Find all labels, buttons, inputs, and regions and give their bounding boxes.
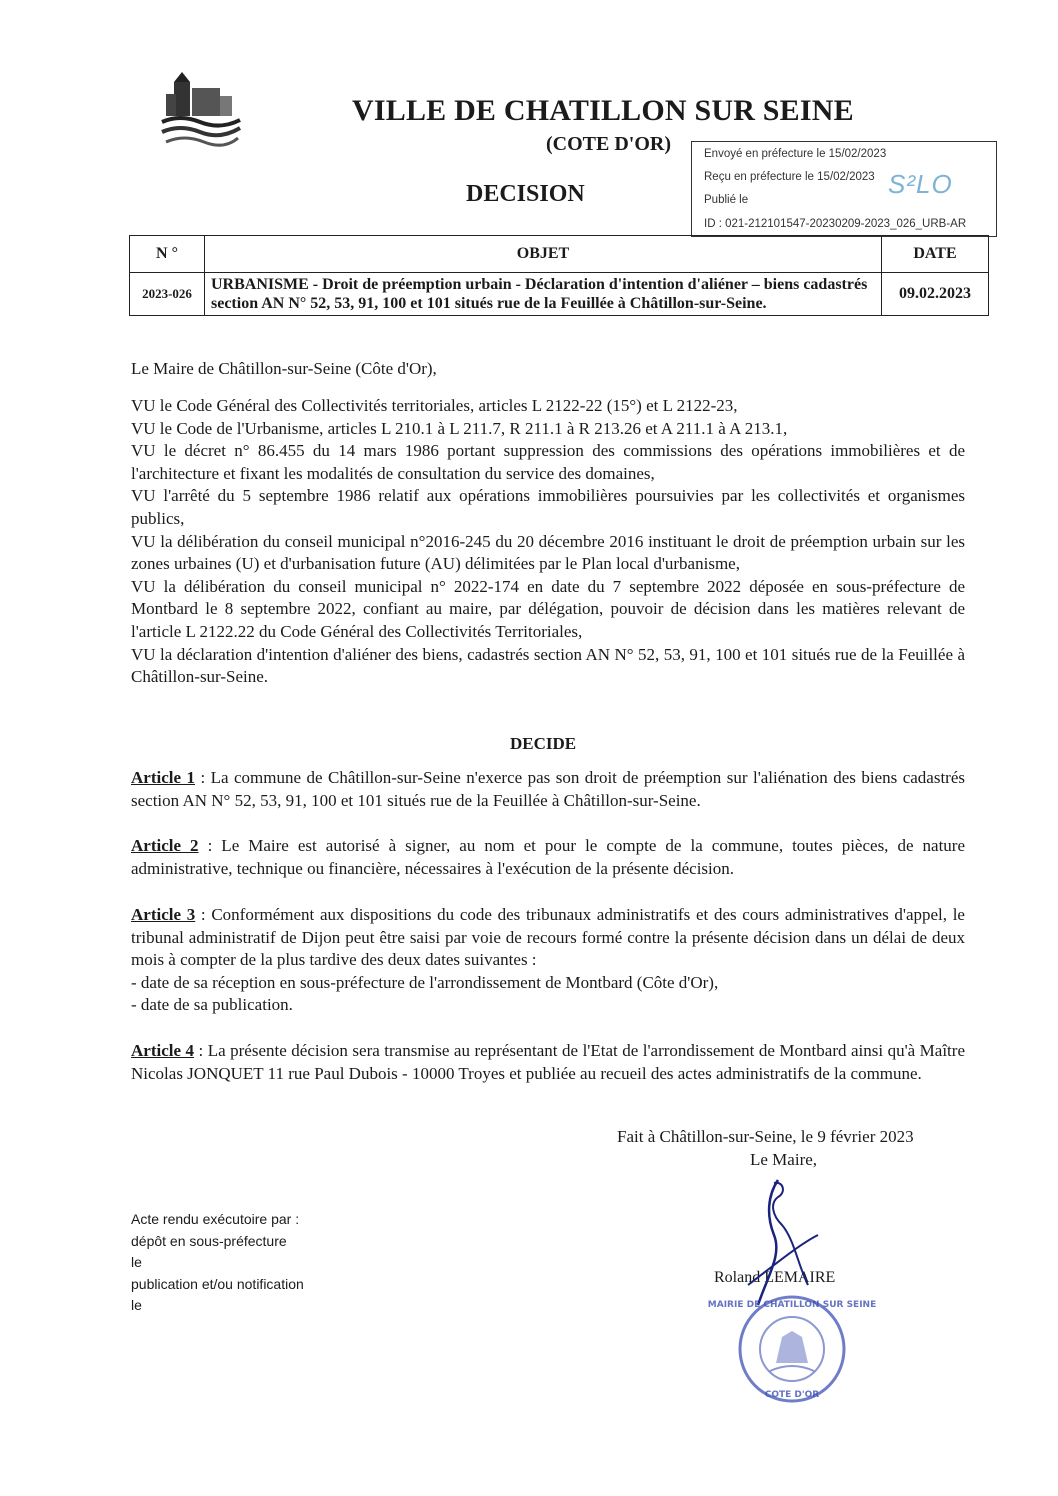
signature-role: Le Maire, bbox=[750, 1150, 818, 1169]
stamp-published: Publié le bbox=[704, 194, 749, 206]
decision-number: 2023-026 bbox=[130, 273, 205, 316]
header-num: N ° bbox=[130, 236, 205, 273]
article-text: : La commune de Châtillon-sur-Seine n'exerce pas son droit de préemption sur l'aliénation des biens cadastrés section AN N° 52, 53, 91, 100 et 101 situés rue de la Feuillée à Châtillon-sur-Seine. bbox=[131, 768, 965, 810]
stamp-received: Reçu en préfecture le 15/02/2023 bbox=[704, 171, 875, 183]
article-label: Article 3 bbox=[131, 905, 196, 924]
visa-item: VU la délibération du conseil municipal n°2016-245 du 20 décembre 2016 instituant le droit de préemption urbain sur les zones urbaines (U) et d'urbanisation future (AU) délimitées par le Plan local d'urbanisme, bbox=[131, 531, 965, 574]
article-label: Article 4 bbox=[131, 1041, 195, 1060]
decide-heading: DECIDE bbox=[510, 734, 577, 753]
seal-text: MAIRIE DE CHATILLON SUR SEINE bbox=[707, 1300, 877, 1310]
decision-table bbox=[129, 235, 989, 316]
article-label: Article 2 bbox=[131, 836, 199, 855]
executoire-line: Acte rendu exécutoire par : bbox=[131, 1211, 300, 1227]
visa-item: VU le Code de l'Urbanisme, articles L 210.1 à L 211.7, R 211.1 à R 213.26 et A 211.1 à A 213.1, bbox=[131, 418, 788, 438]
table-header-row bbox=[130, 236, 989, 273]
executoire-line: dépôt en sous-préfecture bbox=[131, 1232, 287, 1249]
intro-text: Le Maire de Châtillon-sur-Seine (Côte d'Or), bbox=[131, 359, 437, 378]
s2lo-logo: S²LO bbox=[888, 169, 953, 199]
header-objet: OBJET bbox=[205, 236, 882, 273]
visa-item: VU le Code Général des Collectivités territoriales, articles L 2122-22 (15°) et L 2122-23, bbox=[131, 396, 738, 415]
visa-item: VU la délibération du conseil municipal n° 2022-174 en date du 7 septembre 2022 déposée en sous-préfecture de Montbard le 8 septembre 2022, confiant au maire, par délégation, pouvoir de décision dans les matières relevant de l'article L 2122.22 du Code Général des Collectivités Territoriales, bbox=[131, 576, 965, 641]
article-text: : Conformément aux dispositions du code des tribunaux administratifs et des cours administratives d'appel, le tribunal administratif de Dijon peut être saisi par voie de recours formé contre la présente décision dans un délai de deux mois à compter de la plus tardive des deux dates suivantes : bbox=[131, 905, 965, 970]
executoire-block bbox=[131, 1209, 304, 1317]
visa-item: VU l'arrêté du 5 septembre 1986 relatif aux opérations immobilières poursuivies par les collectivités et organismes publics, bbox=[131, 486, 965, 528]
stamp-sent: Envoyé en préfecture le 15/02/2023 bbox=[704, 148, 887, 160]
department-subtitle: (COTE D'OR) bbox=[546, 133, 671, 155]
signature-place-date: Fait à Châtillon-sur-Seine, le 9 février 2023 bbox=[617, 1127, 914, 1146]
signer-name: Roland LEMAIRE bbox=[714, 1269, 836, 1286]
seal-bottom-text: COTE D'OR bbox=[764, 1390, 820, 1400]
article-text: : Le Maire est autorisé à signer, au nom et pour le compte de la commune, toutes pièces, de nature administrative, technique ou financière, nécessaires à l'exécution de la présente décision. bbox=[131, 836, 965, 878]
city-logo-icon bbox=[160, 72, 242, 150]
article-list-item: - date de sa réception en sous-préfecture de l'arrondissement de Montbard (Côte d'Or), bbox=[131, 972, 719, 992]
official-seal-icon bbox=[707, 1293, 877, 1405]
prefecture-stamp bbox=[691, 141, 997, 237]
table-row bbox=[130, 273, 989, 316]
article-label: Article 1 bbox=[131, 768, 195, 787]
decision-object: URBANISME - Droit de préemption urbain - Déclaration d'intention d'aliéner – biens cadastrés section AN N° 52, 53, 91, 100 et 101 situés rue de la Feuillée à Châtillon-sur-Seine. bbox=[205, 273, 882, 316]
page-title: VILLE DE CHATILLON SUR SEINE bbox=[352, 94, 854, 127]
article-1 bbox=[131, 767, 965, 812]
executoire-line: publication et/ou notification bbox=[131, 1275, 304, 1292]
executoire-line: le bbox=[131, 1297, 142, 1313]
header-date: DATE bbox=[882, 236, 989, 273]
article-3 bbox=[131, 904, 965, 1017]
visa-item: VU la déclaration d'intention d'aliéner des biens, cadastrés section AN N° 52, 53, 91, 100 et 101 situés rue de la Feuillée à Châtillon-sur-Seine. bbox=[131, 644, 965, 687]
visa-item: VU le décret n° 86.455 du 14 mars 1986 portant suppression des commissions des opérations immobilières et de l'architecture et fixant les modalités de consultation du service des domaines, bbox=[131, 441, 965, 483]
executoire-line: le bbox=[131, 1254, 142, 1270]
article-4 bbox=[131, 1040, 965, 1085]
article-list-item: - date de sa publication. bbox=[131, 995, 293, 1015]
document-type: DECISION bbox=[466, 181, 585, 207]
decision-date: 09.02.2023 bbox=[882, 273, 989, 316]
article-2 bbox=[131, 835, 965, 880]
stamp-id: ID : 021-212101547-20230209-2023_026_URB-AR bbox=[704, 218, 967, 230]
article-text: : La présente décision sera transmise au représentant de l'Etat de l'arrondissement de Montbard ainsi qu'à Maître Nicolas JONQUET 11 rue Paul Dubois - 10000 Troyes et publiée au recueil des actes administratifs de la commune. bbox=[131, 1041, 965, 1083]
visas-block bbox=[131, 395, 965, 689]
